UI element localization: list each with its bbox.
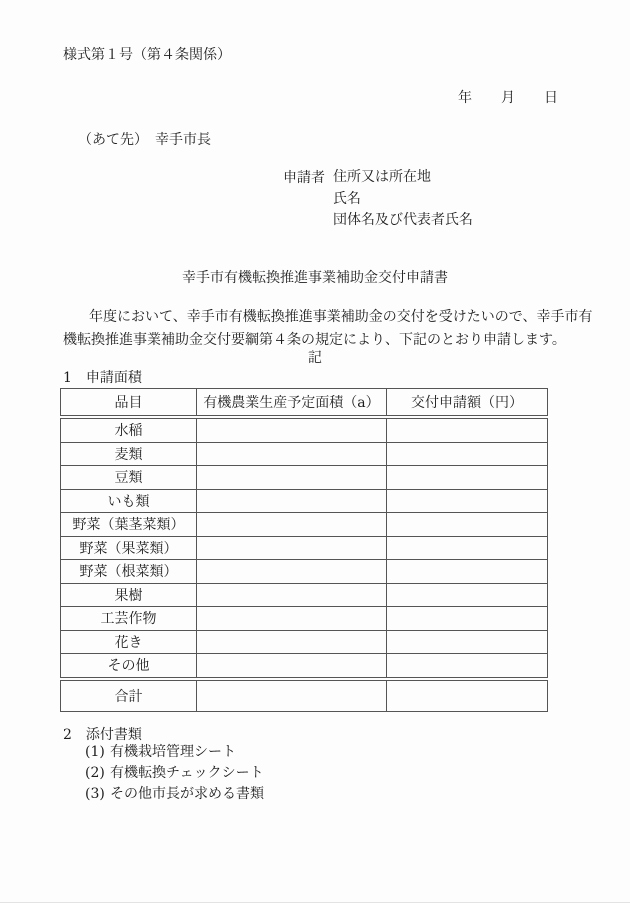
amount-cell [387, 630, 548, 654]
date-month-label: 月 [501, 90, 515, 106]
area-cell [197, 560, 387, 584]
section1-heading: 1 申請面積 [63, 370, 142, 386]
item-cell: 麦類 [61, 442, 197, 466]
table-row [61, 417, 548, 442]
attachment-number: (1) [85, 744, 105, 760]
attachment-text: 有機栽培管理シート [110, 744, 236, 760]
item-cell: 野菜（葉茎菜類） [61, 513, 197, 537]
item-cell: 豆類 [61, 466, 197, 490]
item-cell: 水稲 [61, 417, 197, 442]
amount-cell [387, 466, 548, 490]
item-cell: 野菜（果菜類） [61, 536, 197, 560]
table-row [61, 489, 548, 513]
header-amount: 交付申請額（円） [387, 389, 548, 418]
document-title: 幸手市有機転換推進事業補助金交付申請書 [182, 270, 448, 286]
table-row [61, 466, 548, 490]
area-cell [197, 630, 387, 654]
amount-cell [387, 513, 548, 537]
amount-cell [387, 489, 548, 513]
attachment-text: 有機転換チェックシート [110, 765, 264, 781]
area-cell [197, 583, 387, 607]
amount-cell [387, 560, 548, 584]
table-row [61, 536, 548, 560]
form-number: 様式第１号（第４条関係） [63, 47, 231, 63]
total-area-cell [197, 679, 387, 712]
attachment-item [85, 742, 264, 763]
date-year-label: 年 [458, 90, 472, 106]
total-item-cell: 合計 [61, 679, 197, 712]
item-cell: 花き [61, 630, 197, 654]
area-cell [197, 417, 387, 442]
table-row [61, 513, 548, 537]
applicant-fields [333, 167, 473, 232]
table-row [61, 654, 548, 679]
body-paragraph-line1: 年度において、幸手市有機転換推進事業補助金の交付を受けたいので、幸手市有 [89, 309, 593, 325]
application-area-table [60, 388, 548, 712]
amount-cell [387, 607, 548, 631]
ki-mark: 記 [308, 350, 322, 366]
applicant-address-label: 住所又は所在地 [333, 169, 431, 185]
area-cell [197, 442, 387, 466]
amount-cell [387, 583, 548, 607]
area-cell [197, 466, 387, 490]
amount-cell [387, 536, 548, 560]
body-paragraph-line2: 機転換推進事業補助金交付要綱第４条の規定により、下記のとおり申請します。 [63, 331, 566, 348]
area-table-body [61, 417, 548, 679]
item-cell: 果樹 [61, 583, 197, 607]
header-item: 品目 [61, 389, 197, 418]
applicant-organization-label: 団体名及び代表者氏名 [333, 212, 473, 228]
item-cell: 野菜（根菜類） [61, 560, 197, 584]
addressee-line: （あて先） 幸手市長 [78, 132, 211, 148]
date-line [458, 87, 558, 107]
area-cell [197, 513, 387, 537]
table-row [61, 442, 548, 466]
area-cell [197, 536, 387, 560]
attachment-number: (3) [85, 786, 105, 802]
section2-heading: 2 添付書類 [63, 727, 142, 743]
item-cell: その他 [61, 654, 197, 679]
table-row [61, 630, 548, 654]
attachment-item [85, 763, 264, 784]
attachment-number: (2) [85, 765, 105, 781]
attachment-text: その他市長が求める書類 [110, 786, 264, 802]
total-amount-cell [387, 679, 548, 712]
table-row [61, 607, 548, 631]
table-row [61, 560, 548, 584]
applicant-label: 申請者 [283, 170, 325, 186]
item-cell: 工芸作物 [61, 607, 197, 631]
amount-cell [387, 417, 548, 442]
attachment-list [85, 742, 264, 805]
area-cell [197, 654, 387, 679]
table-row [61, 583, 548, 607]
body-paragraph [63, 306, 593, 351]
attachment-item [85, 784, 264, 805]
table-total-row [61, 679, 548, 712]
date-day-label: 日 [544, 90, 558, 106]
item-cell: いも類 [61, 489, 197, 513]
amount-cell [387, 654, 548, 679]
amount-cell [387, 442, 548, 466]
area-cell [197, 607, 387, 631]
header-area: 有機農業生産予定面積（a） [197, 389, 387, 418]
applicant-name-label: 氏名 [333, 190, 361, 207]
area-cell [197, 489, 387, 513]
table-header-row [61, 389, 548, 418]
